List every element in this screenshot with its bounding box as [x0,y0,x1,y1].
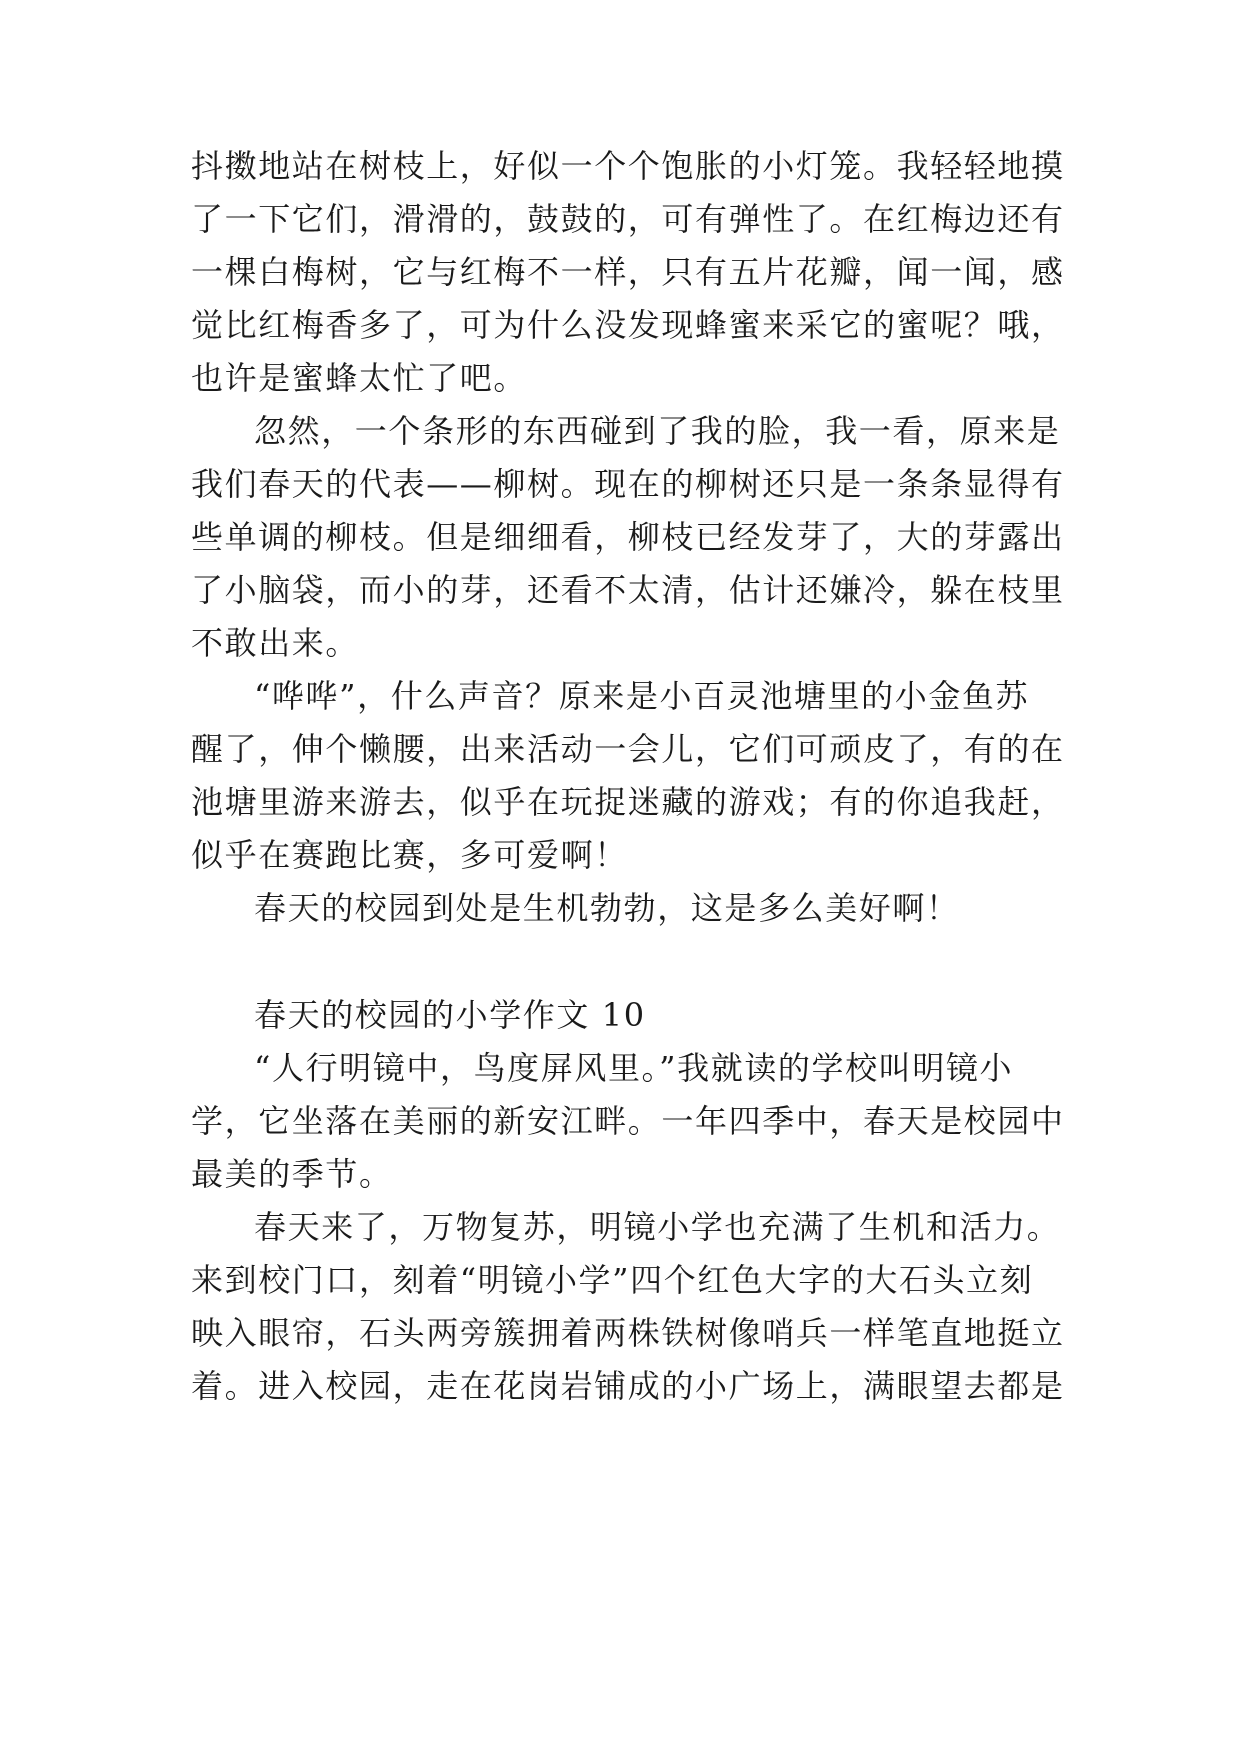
text-line: 我们春天的代表——柳树。现在的柳树还只是一条条显得有 [191,465,1065,503]
text-line: 些单调的柳枝。但是细细看，柳枝已经发芽了，大的芽露出 [191,518,1065,556]
text-line: 也许是蜜蜂太忙了吧。 [191,359,528,397]
text-line: 来到校门口，刻着“明镜小学”四个红色大字的大石头立刻 [191,1261,1034,1299]
section-title: 春天的校园的小学作文 10 [254,996,646,1034]
text-line: 着。进入校园，走在花岗岩铺成的小广场上，满眼望去都是 [191,1367,1065,1405]
text-line: 池塘里游来游去，似乎在玩捉迷藏的游戏；有的你追我赶， [191,783,1065,821]
text-line: “人行明镜中，鸟度屏风里。”我就读的学校叫明镜小 [254,1049,1014,1087]
text-line: 一棵白梅树，它与红梅不一样，只有五片花瓣，闻一闻，感 [191,253,1065,291]
text-line: 春天的校园到处是生机勃勃，这是多么美好啊！ [254,889,960,927]
text-line: 忽然，一个条形的东西碰到了我的脸，我一看，原来是 [254,412,1061,450]
text-line: 醒了，伸个懒腰，出来活动一会儿，它们可顽皮了，有的在 [191,730,1065,768]
text-line: 春天来了，万物复苏，明镜小学也充满了生机和活力。 [254,1208,1061,1246]
text-line: 抖擞地站在树枝上，好似一个个饱胀的小灯笼。我轻轻地摸 [191,147,1065,185]
text-line: 最美的季节。 [191,1155,393,1193]
text-line: 不敢出来。 [191,624,360,662]
text-line: 映入眼帘，石头两旁簇拥着两株铁树像哨兵一样笔直地挺立 [191,1314,1065,1352]
text-line: “哗哗”，什么声音？原来是小百灵池塘里的小金鱼苏 [254,677,1030,715]
text-line: 学，它坐落在美丽的新安江畔。一年四季中，春天是校园中 [191,1102,1065,1140]
text-line: 了一下它们，滑滑的，鼓鼓的，可有弹性了。在红梅边还有 [191,200,1065,238]
text-line: 似乎在赛跑比赛，多可爱啊！ [191,836,628,874]
text-line: 觉比红梅香多了，可为什么没发现蜂蜜来采它的蜜呢？哦， [191,306,1065,344]
text-line: 了小脑袋，而小的芽，还看不太清，估计还嫌冷，躲在枝里 [191,571,1065,609]
